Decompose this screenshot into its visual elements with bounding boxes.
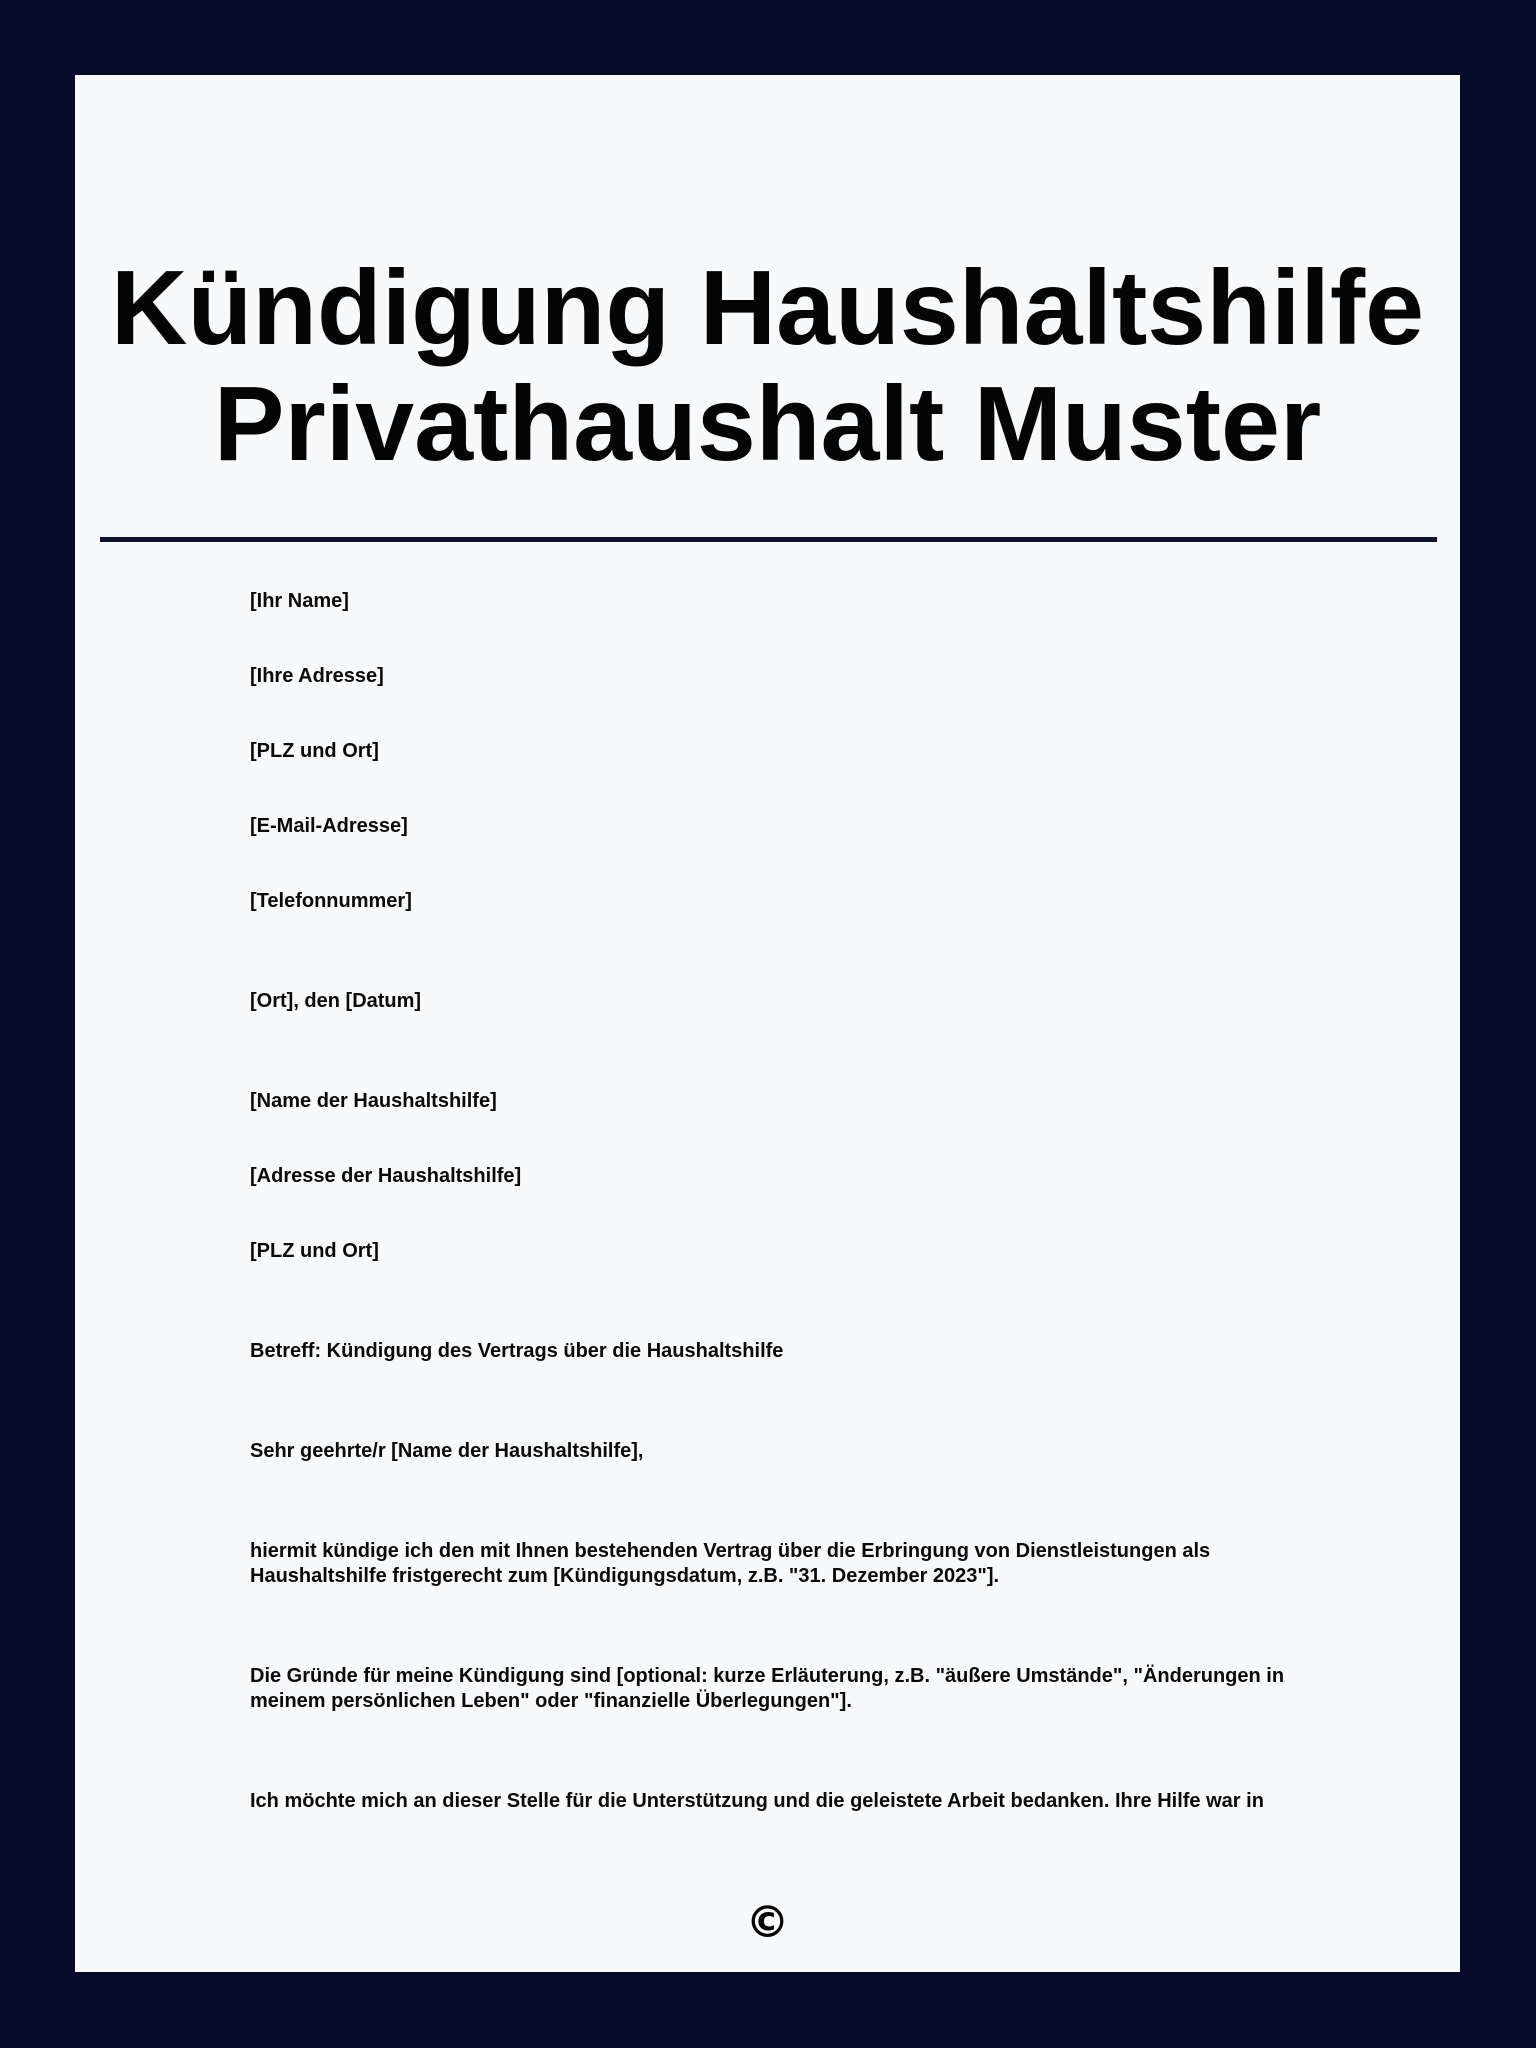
sender-email: [E-Mail-Adresse] <box>250 815 408 837</box>
sender-address: [Ihre Adresse] <box>250 665 384 687</box>
page-title <box>75 250 1460 482</box>
salutation: Sehr geehrte/r [Name der Haushaltshilfe], <box>250 1440 644 1462</box>
sender-name: [Ihr Name] <box>250 590 349 612</box>
copyright-icon: © <box>745 1897 790 1948</box>
sender-phone: [Telefonnummer] <box>250 890 412 912</box>
subject-line: Betreff: Kündigung des Vertrags über die Haushaltshilfe <box>250 1340 784 1362</box>
paragraph-reasons: Die Gründe für meine Kündigung sind [optional: kurze Erläuterung, z.B. "äußere Umstände", "Änderungen in meinem persönlichen Leben" oder "finanzielle Überlegungen"]. <box>250 1665 1285 1712</box>
title-divider <box>100 537 1437 542</box>
paragraph-thanks: Ich möchte mich an dieser Stelle für die Unterstützung und die geleistete Arbeit bedanken. Ihre Hilfe war in <box>250 1790 1264 1812</box>
title-line-2: Privathaushalt Muster <box>213 365 1322 483</box>
recipient-address: [Adresse der Haushaltshilfe] <box>250 1165 522 1187</box>
place-date: [Ort], den [Datum] <box>250 990 422 1012</box>
title-line-1: Kündigung Haushaltshilfe <box>110 249 1425 367</box>
sender-city: [PLZ und Ort] <box>250 740 379 762</box>
document-sheet <box>75 75 1460 1972</box>
paragraph-termination: hiermit kündige ich den mit Ihnen bestehenden Vertrag über die Erbringung von Dienstleistungen als Haushaltshilfe fristgerecht zum [Kündigungsdatum, z.B. "31. Dezember 2023"]. <box>250 1540 1211 1587</box>
recipient-city: [PLZ und Ort] <box>250 1240 379 1262</box>
recipient-name: [Name der Haushaltshilfe] <box>250 1090 497 1112</box>
